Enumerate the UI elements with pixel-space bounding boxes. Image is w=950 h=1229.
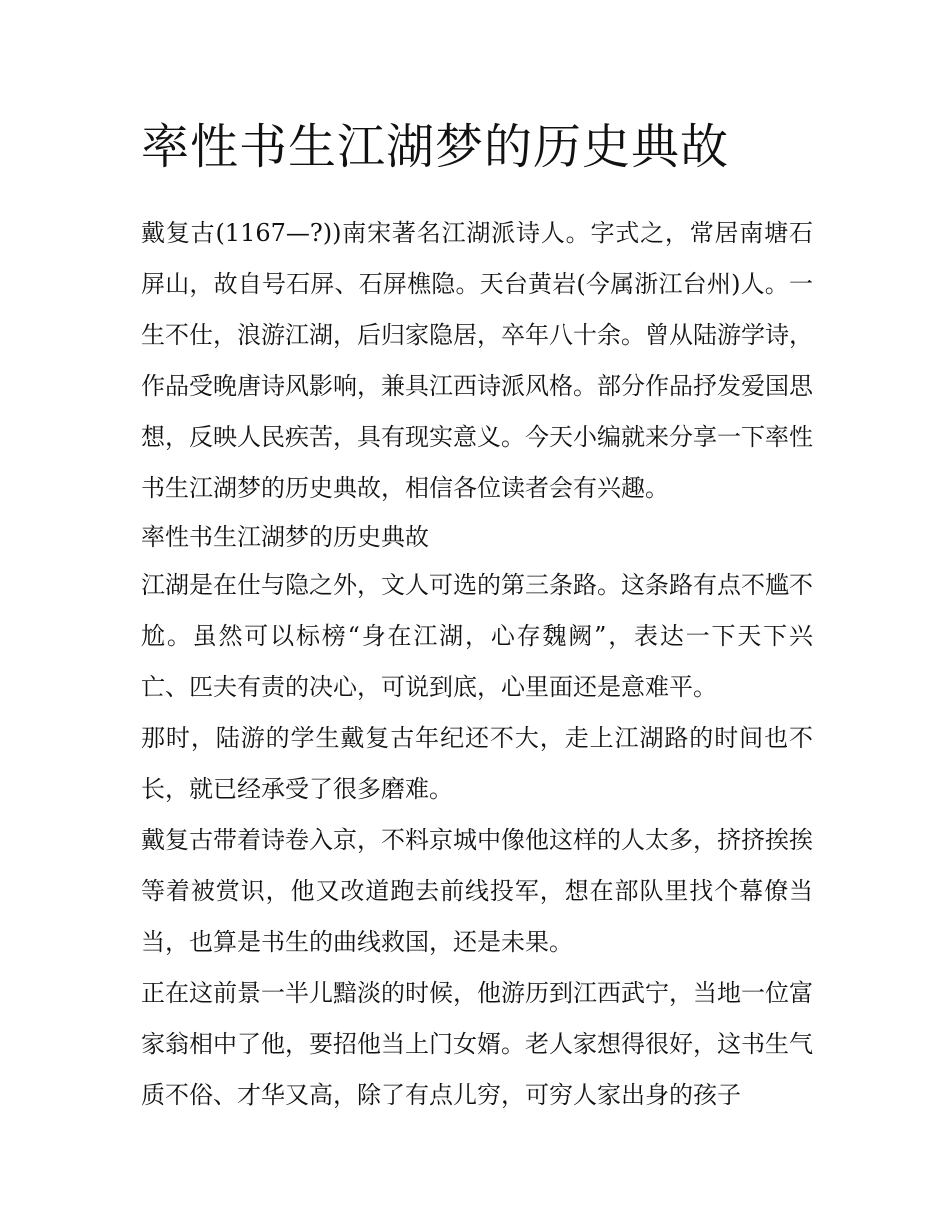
body-paragraph-3: 戴复古带着诗卷入京，不料京城中像他这样的人太多，挤挤挨挨等着被赏识，他又改道跑去前线投军，想在部队里找个幕僚当当，也算是书生的曲线救国，还是未果。 bbox=[141, 826, 813, 956]
body-paragraph-2: 那时，陆游的学生戴复古年纪还不大，走上江湖路的时间也不长，就已经承受了很多磨难。 bbox=[141, 724, 813, 803]
document-title: 率性书生江湖梦的历史典故 bbox=[141, 119, 730, 175]
section-heading: 率性书生江湖梦的历史典故 bbox=[141, 523, 429, 551]
intro-paragraph: 戴复古(1167—?))南宋著名江湖派诗人。字式之，常居南塘石屏山，故自号石屏、石屏樵隐。天台黄岩(今属浙江台州)人。一生不仕，浪游江湖，后归家隐居，卒年八十余。曾从陆游学诗，作品受晚唐诗风影响，兼具江西诗派风格。部分作品抒发爱国思想，反映人民疾苦，具有现实意义。今天小编就来分享一下率性书生江湖梦的历史典故，相信各位读者会有兴趣。 bbox=[141, 219, 813, 502]
document-page bbox=[141, 110, 813, 1121]
body-paragraph-1: 江湖是在仕与隐之外，文人可选的第三条路。这条路有点不尴不尬。虽然可以标榜“身在江湖，心存魏阙”，表达一下天下兴亡、匹夫有责的决心，可说到底，心里面还是意难平。 bbox=[141, 571, 813, 701]
body-paragraph-4: 正在这前景一半儿黯淡的时候，他游历到江西武宁，当地一位富家翁相中了他，要招他当上门女婿。老人家想得很好，这书生气质不俗、才华又高，除了有点儿穷，可穷人家出身的孩子 bbox=[141, 979, 813, 1109]
